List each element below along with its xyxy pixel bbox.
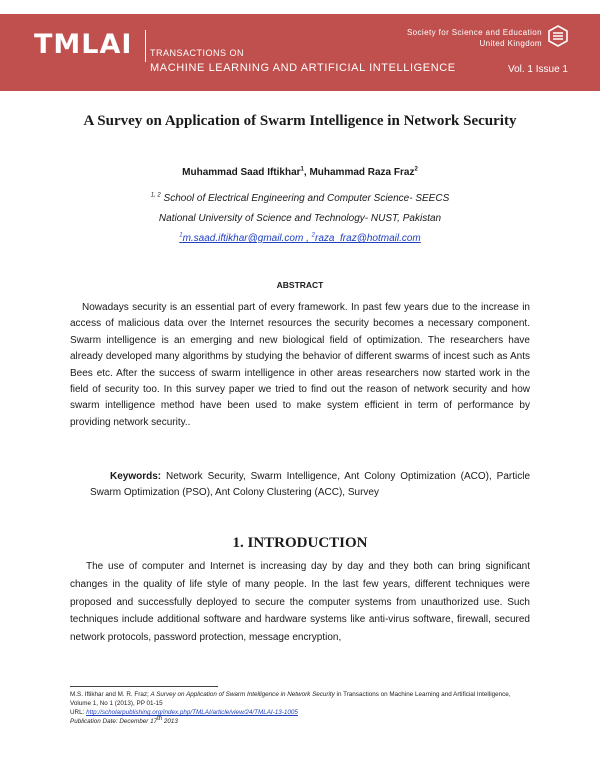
keywords-label: Keywords:	[110, 471, 162, 482]
author-1: Muhammad Saad Iftikhar	[182, 167, 301, 178]
date-year: 2013	[162, 718, 178, 725]
keywords-list: Network Security, Swarm Intelligence, Ant Colony Optimization (ACO), Particle Swarm Optimization (PSO), Ant Colony Clustering (ACC), Survey	[90, 471, 530, 498]
paper-title: A Survey on Application of Swarm Intelligence in Network Security	[83, 113, 517, 129]
citation-url-line	[70, 708, 530, 717]
logo-divider	[145, 30, 146, 62]
citation-title: A Survey on Application of Swarm Intelligence in Network Security	[150, 691, 335, 698]
email-1-sup: 1	[179, 232, 183, 239]
abstract-body: Nowadays security is an essential part of every framework. In past few years due to the increase in access of malicious data over the Internet resources the security becomes a necessary component. Swarm intelligence is an emerging and new biological field of optimization. The researchers have already developed many algorithms by studying the behavior of different swarms of incest such as Ants Bees etc. After the success of swarm intelligence in other areas researchers now started work in the field of security too. In this survey paper we tried to find out the reason of network security and how swarm intelligence method have been used to make system efficient in term of performance by providing network security..	[70, 302, 530, 428]
author-1-sup: 1	[300, 166, 304, 173]
citation-authors: M.S. Iftikhar and M. R. Fraz;	[70, 691, 151, 698]
email-2-sup: 2	[311, 232, 316, 239]
author-emails[interactable]	[40, 233, 560, 244]
author-list	[40, 167, 560, 178]
volume-issue: Vol. 1 Issue 1	[507, 64, 568, 75]
section-1-text	[70, 558, 530, 647]
citation-rest: in Transactions on Machine Learning and Artificial Intelligence, Volume 1, No 1 (2013), PP 01-15	[70, 691, 511, 707]
date-sup: th	[157, 715, 163, 722]
author-separator: ,	[303, 167, 310, 178]
publication-date	[70, 717, 530, 726]
url-label: URL:	[70, 709, 87, 716]
citation-line	[70, 690, 530, 708]
abstract-text	[70, 300, 530, 431]
affiliation-sup: 1, 2	[150, 192, 161, 199]
society-name	[407, 27, 542, 49]
email-1[interactable]: m.saad.iftikhar@gmail.com	[182, 233, 304, 244]
affiliation-university: National University of Science and Technology- NUST, Pakistan	[158, 213, 442, 224]
keywords	[90, 469, 530, 501]
series-line-2: MACHINE LEARNING AND ARTIFICIAL INTELLIGENCE	[150, 62, 456, 74]
footer-rule	[70, 686, 218, 687]
author-2: Muhammad Raza Fraz	[309, 167, 415, 178]
abstract-heading: ABSTRACT	[276, 280, 324, 290]
journal-logo: TMLAI	[34, 29, 133, 60]
section-1-heading: 1. INTRODUCTION	[232, 535, 368, 551]
society-line-2: United Kingdom	[479, 39, 542, 48]
society-emblem-icon	[547, 24, 569, 48]
society-line-1: Society for Science and Education	[406, 28, 542, 37]
section-1-body: The use of computer and Internet is increasing day by day and they both can bring significant changes in the quality of life style of many people. In the last few years, different techniques were proposed and successfully deployed to secure the computer systems from unauthorized use. Such techniques include additional software and hardware systems like anti-virus software, firewall, secured network protocols, password protection, message encryption,	[70, 561, 530, 644]
article-url-link[interactable]: http://scholarpublishing.org/index.php/TMLAI/article/view/24/TMLAI-13-1005	[86, 709, 298, 716]
email-separator: ,	[303, 233, 312, 244]
footer-citation	[70, 690, 530, 726]
affiliation-school	[40, 193, 560, 204]
date-label: Publication Date: December 17	[70, 718, 158, 725]
series-line-1: TRANSACTIONS ON	[150, 48, 245, 58]
email-2[interactable]: raza_fraz@hotmail.com	[315, 233, 421, 244]
author-2-sup: 2	[414, 166, 418, 173]
affiliation-school-text: School of Electrical Engineering and Computer Science- SEECS	[160, 193, 450, 204]
